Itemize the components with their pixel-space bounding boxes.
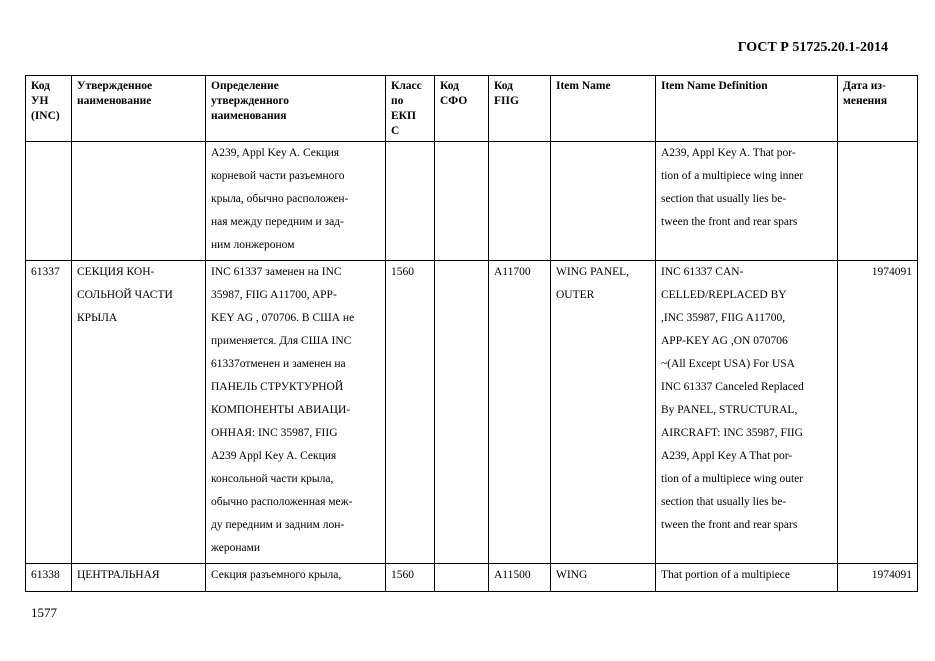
page-number: 1577 — [31, 605, 57, 620]
cell-date: 1974091 — [838, 261, 918, 564]
cell-inc: 61338 — [26, 564, 72, 592]
table-header-row — [26, 76, 918, 142]
cell-inc: 61337 — [26, 261, 72, 564]
cell-date — [838, 142, 918, 261]
cell-fiig: A11700 — [489, 261, 551, 564]
cell-date: 1974091 — [838, 564, 918, 592]
table-row — [26, 564, 918, 592]
cell-item-name: WING — [551, 564, 656, 592]
header-approved-definition: Определение утвержденного наименования — [206, 76, 386, 142]
cell-item-name — [551, 142, 656, 261]
cell-inc — [26, 142, 72, 261]
cell-sfo — [435, 261, 489, 564]
header-item-name-definition: Item Name Definition — [656, 76, 838, 142]
cell-class: 1560 — [386, 261, 435, 564]
table-row — [26, 142, 918, 261]
cell-fiig — [489, 142, 551, 261]
header-fiig-code: Код FIIG — [489, 76, 551, 142]
document-header: ГОСТ Р 51725.20.1-2014 — [737, 40, 888, 55]
cell-item-definition: INC 61337 CAN- CELLED/REPLACED BY ,INC 35987, FIIG A11700, APP-KEY AG ,ON 070706 ~(All Except USA) For USA INC 61337 Canceled Replaced By PANEL, STRUCTURAL, AIRCRAFT: INC 35987, FIIG A239, Appl Key A That por- tion of a multipiece wing outer section that usually lies be- tween the front and rear spars — [656, 261, 838, 564]
header-change-date: Дата из- менения — [838, 76, 918, 142]
cell-sfo — [435, 142, 489, 261]
cell-item-name: WING PANEL, OUTER — [551, 261, 656, 564]
cell-item-definition: A239, Appl Key A. That por- tion of a multipiece wing inner section that usually lies be- tween the front and rear spars — [656, 142, 838, 261]
cell-definition: A239, Appl Key A. Секция корневой части разъемного крыла, обычно расположен- ная между передним и зад- ним лонжероном — [206, 142, 386, 261]
header-item-name: Item Name — [551, 76, 656, 142]
header-sfo-code: Код СФО — [435, 76, 489, 142]
cell-definition: Секция разъемного крыла, — [206, 564, 386, 592]
cell-class: 1560 — [386, 564, 435, 592]
cell-definition: INC 61337 заменен на INC 35987, FIIG A11700, APP- KEY AG , 070706. В США не применяется. Для США INC 61337отменен и заменен на ПАНЕЛЬ СТРУКТУРНОЙ КОМПОНЕНТЫ АВИАЦИ- ОННАЯ: INC 35987, FIIG A239 Appl Key A. Секция консольной части крыла, обычно расположенная меж- ду передним и задним лон- жеронами — [206, 261, 386, 564]
header-inc-code: Код УН (INC) — [26, 76, 72, 142]
header-approved-name: Утвержденное наименование — [72, 76, 206, 142]
cell-sfo — [435, 564, 489, 592]
table-row — [26, 261, 918, 564]
cell-name — [72, 142, 206, 261]
cell-name: СЕКЦИЯ КОН- СОЛЬНОЙ ЧАСТИ КРЫЛА — [72, 261, 206, 564]
cell-name: ЦЕНТРАЛЬНАЯ — [72, 564, 206, 592]
cell-fiig: A11500 — [489, 564, 551, 592]
header-ekps-class: Класс по ЕКП С — [386, 76, 435, 142]
nomenclature-table — [25, 75, 918, 592]
cell-class — [386, 142, 435, 261]
cell-item-definition: That portion of a multipiece — [656, 564, 838, 592]
